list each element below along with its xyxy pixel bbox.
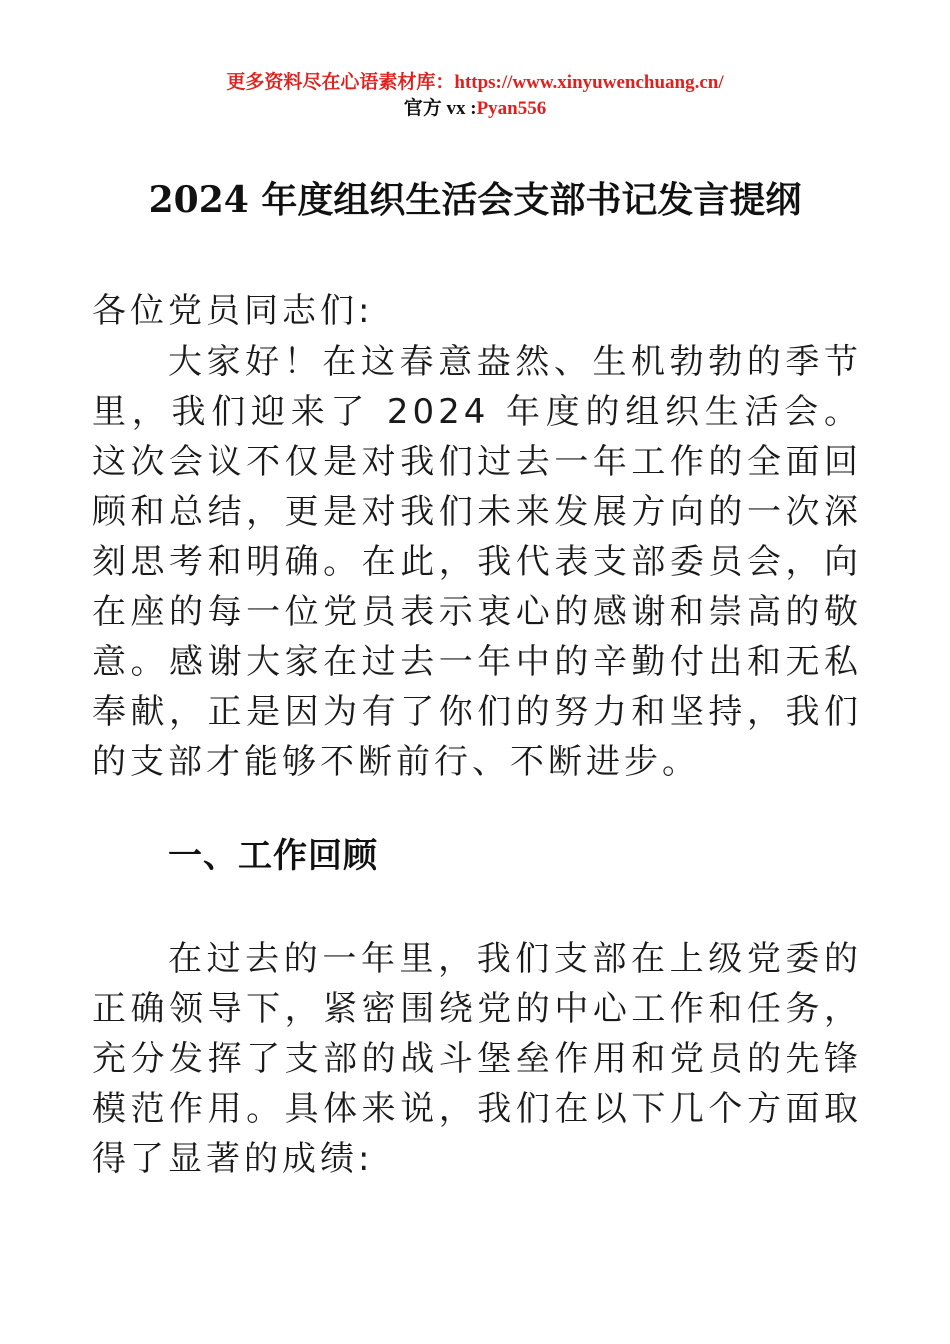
- header-contact-id: Pyan556: [476, 98, 547, 119]
- header-contact: [0, 96, 950, 122]
- section-heading-work-review: 一、工作回顾: [168, 836, 378, 876]
- paragraph-opening: 大家好！在这春意盎然、生机勃勃的季节里，我们迎来了 2024 年度的组织生活会。这次会议不仅是对我们过去一年工作的全面回顾和总结，更是对我们未来发展方向的一次深刻思考和明确。在此，我代表支部委员会，向在座的每一位党员表示衷心的感谢和崇高的敬意。感谢大家在过去一年中的辛勤付出和无私奉献，正是因为有了你们的努力和坚持，我们的支部才能够不断前行、不断进步。: [92, 342, 862, 782]
- document-title: 2024 年度组织生活会支部书记发言提纲: [148, 179, 802, 221]
- paragraph-work-review: 在过去的一年里，我们支部在上级党委的正确领导下，紧密围绕党的中心工作和任务，充分发挥了支部的战斗堡垒作用和党员的先锋模范作用。具体来说，我们在以下几个方面取得了显著的成绩:: [92, 939, 862, 1179]
- header-resource-link[interactable]: 更多资料尽在心语素材库：https://www.xinyuwenchuang.cn/: [226, 72, 724, 93]
- header-contact-label: 官方 vx :: [403, 98, 477, 119]
- salutation: 各位党员同志们:: [92, 291, 374, 331]
- page-header: [0, 70, 950, 122]
